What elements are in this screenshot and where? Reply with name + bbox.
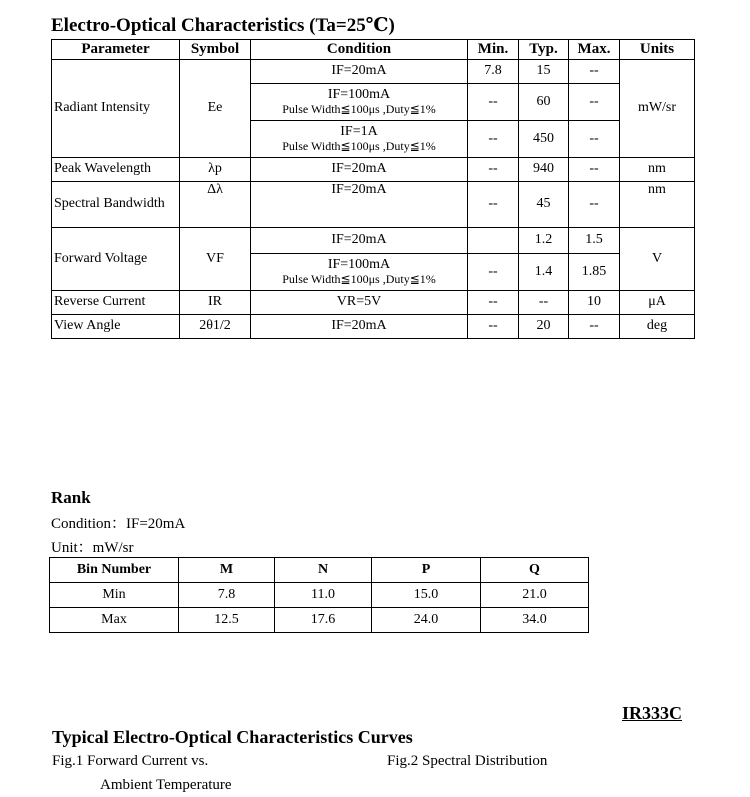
curves-title: Typical Electro-Optical Characteristics Curves (52, 727, 413, 747)
max-value: 1.85 (569, 254, 620, 291)
table-row (50, 583, 589, 608)
condition-cell: VR=5V (251, 291, 468, 315)
unit-ua: μA (620, 291, 695, 315)
symbol-2theta: 2θ1/2 (180, 315, 251, 339)
max-value: 10 (569, 291, 620, 315)
table-row (52, 60, 695, 84)
condition-cell: IF=20mA (251, 315, 468, 339)
fig1-caption-line1: Fig.1 Forward Current vs. (52, 753, 209, 769)
max-value: -- (569, 60, 620, 84)
max-value: 24.0 (372, 608, 481, 633)
typ-value: 1.4 (519, 254, 569, 291)
condition-sub: Pulse Width≦100μs ,Duty≦1% (282, 139, 436, 154)
rank-condition: Condition：IF=20mA (51, 516, 186, 532)
unit-v: V (620, 228, 695, 291)
unit-deg: deg (620, 315, 695, 339)
max-value: -- (569, 158, 620, 182)
min-value: -- (468, 291, 519, 315)
min-value: 11.0 (275, 583, 372, 608)
param-spectral-bandwidth: Spectral Bandwidth (52, 182, 180, 228)
fig2-caption: Fig.2 Spectral Distribution (387, 753, 548, 769)
condition-cell (251, 84, 468, 121)
symbol-vf: VF (180, 228, 251, 291)
min-value: -- (468, 84, 519, 121)
param-forward-voltage: Forward Voltage (52, 228, 180, 291)
max-value: 12.5 (179, 608, 275, 633)
fig1-caption-line2: Ambient Temperature (100, 777, 232, 793)
typ-value: 20 (519, 315, 569, 339)
table-row (50, 608, 589, 633)
unit-mw-sr: mW/sr (620, 60, 695, 158)
typ-value: 940 (519, 158, 569, 182)
max-value: 1.5 (569, 228, 620, 254)
symbol-ee: Ee (180, 60, 251, 158)
min-value: -- (468, 315, 519, 339)
condition-sub: Pulse Width≦100μs ,Duty≦1% (282, 272, 436, 287)
max-value: -- (569, 315, 620, 339)
electro-optical-table (51, 39, 695, 339)
typ-value: 15 (519, 60, 569, 84)
header-parameter: Parameter (52, 40, 180, 60)
condition-cell: IF=20mA (251, 228, 468, 254)
row-label-min: Min (50, 583, 179, 608)
typ-value: 45 (519, 182, 569, 228)
header-bin-m: M (179, 558, 275, 583)
table-row (52, 158, 695, 182)
header-max: Max. (569, 40, 620, 60)
part-number: IR333C (622, 703, 683, 723)
header-bin-p: P (372, 558, 481, 583)
max-value: 34.0 (481, 608, 589, 633)
header-bin-n: N (275, 558, 372, 583)
row-label-max: Max (50, 608, 179, 633)
header-bin-q: Q (481, 558, 589, 583)
condition-sub: Pulse Width≦100μs ,Duty≦1% (282, 102, 436, 117)
param-peak-wavelength: Peak Wavelength (52, 158, 180, 182)
unit-nm: nm (620, 182, 695, 228)
symbol-delta-lambda: Δλ (180, 182, 251, 228)
typ-value: 1.2 (519, 228, 569, 254)
header-units: Units (620, 40, 695, 60)
condition-cell (251, 121, 468, 158)
rank-unit: Unit：mW/sr (51, 540, 134, 556)
symbol-lambda-p: λp (180, 158, 251, 182)
condition-cell (251, 254, 468, 291)
condition-main: IF=1A (340, 124, 378, 140)
rank-table (49, 557, 589, 633)
eo-title: Electro-Optical Characteristics (Ta=25℃) (51, 15, 395, 36)
condition-main: IF=100mA (327, 257, 391, 273)
table-row (52, 291, 695, 315)
param-reverse-current: Reverse Current (52, 291, 180, 315)
max-value: -- (569, 182, 620, 228)
min-value: -- (468, 121, 519, 158)
header-min: Min. (468, 40, 519, 60)
min-value: 7.8 (468, 60, 519, 84)
eo-header-row (52, 40, 695, 60)
table-row (52, 182, 695, 228)
header-bin-number: Bin Number (50, 558, 179, 583)
condition-cell: IF=20mA (251, 60, 468, 84)
param-view-angle: View Angle (52, 315, 180, 339)
condition-cell: IF=20mA (251, 158, 468, 182)
min-value: 7.8 (179, 583, 275, 608)
table-row (52, 228, 695, 254)
condition-main: IF=100mA (327, 87, 391, 103)
min-value (468, 228, 519, 254)
typ-value: -- (519, 291, 569, 315)
condition-cell: IF=20mA (251, 182, 468, 228)
typ-value: 450 (519, 121, 569, 158)
header-condition: Condition (251, 40, 468, 60)
rank-title: Rank (51, 488, 91, 507)
min-value: -- (468, 254, 519, 291)
header-typ: Typ. (519, 40, 569, 60)
min-value: -- (468, 158, 519, 182)
rank-header-row (50, 558, 589, 583)
max-value: 17.6 (275, 608, 372, 633)
min-value: 21.0 (481, 583, 589, 608)
max-value: -- (569, 121, 620, 158)
unit-nm: nm (620, 158, 695, 182)
max-value: -- (569, 84, 620, 121)
table-row (52, 315, 695, 339)
min-value: 15.0 (372, 583, 481, 608)
min-value: -- (468, 182, 519, 228)
typ-value: 60 (519, 84, 569, 121)
param-radiant-intensity: Radiant Intensity (52, 60, 180, 158)
symbol-ir: IR (180, 291, 251, 315)
header-symbol: Symbol (180, 40, 251, 60)
